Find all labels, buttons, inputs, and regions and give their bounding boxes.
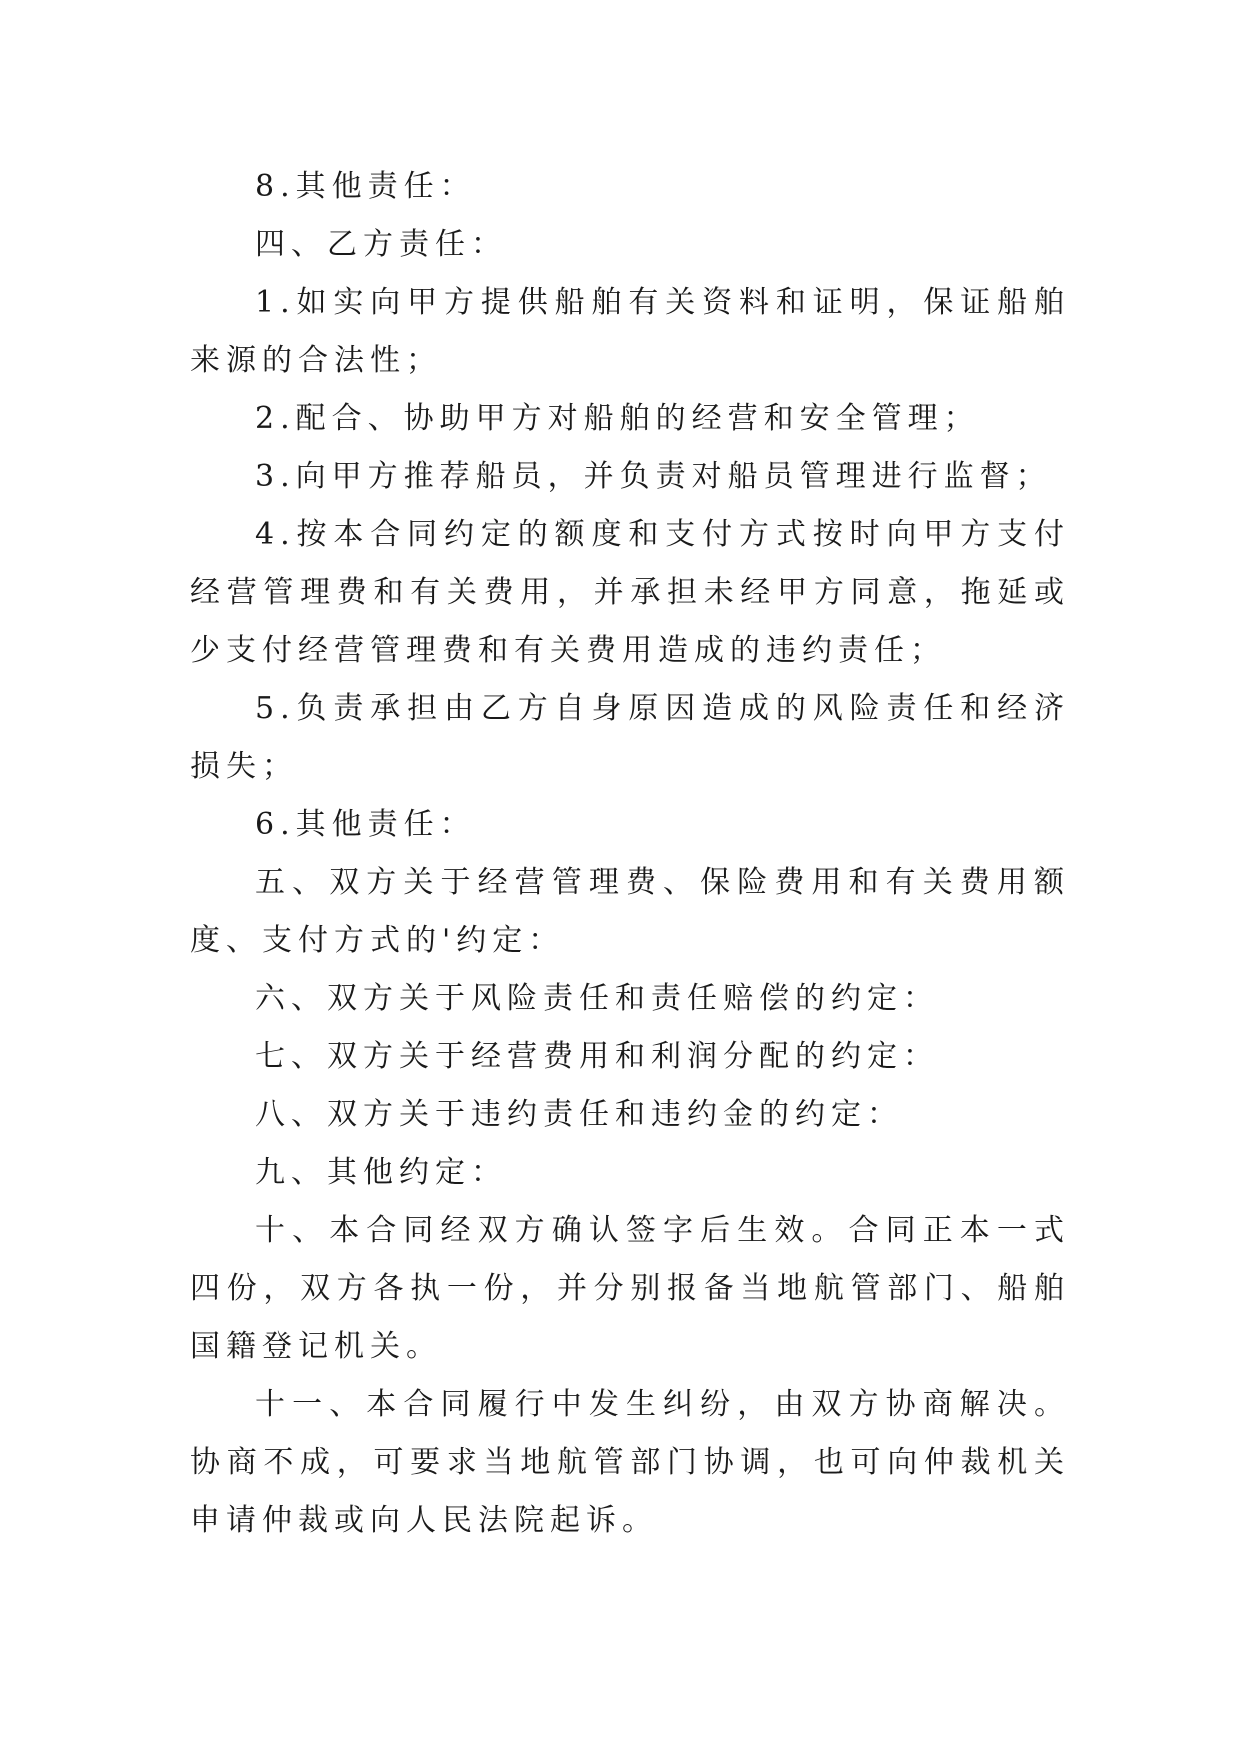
paragraph-b-duty-1: 1.如实向甲方提供船舶有关资料和证明，保证船舶来源的合法性； [190, 285, 1070, 378]
paragraph-b-duty-3: 3.向甲方推荐船员，并负责对船员管理进行监督； [255, 459, 1052, 494]
paragraph-b-duty-6: 6.其他责任： [255, 807, 476, 842]
heading-other-agreement: 九、其他约定： [255, 1155, 507, 1190]
heading-fees-agreement: 五、双方关于经营管理费、保险费用和有关费用额度、支付方式的'约定： [190, 865, 1070, 958]
paragraph-effectiveness: 十、本合同经双方确认签字后生效。合同正本一式四份，双方各执一份，并分别报备当地航管部门、船舶国籍登记机关。 [190, 1213, 1070, 1364]
heading-profit-agreement: 七、双方关于经营费用和利润分配的约定： [255, 1039, 939, 1074]
heading-risk-agreement: 六、双方关于风险责任和责任赔偿的约定： [255, 981, 939, 1016]
heading-party-b-duties: 四、乙方责任： [255, 227, 507, 262]
paragraph-b-duty-4: 4.按本合同约定的额度和支付方式按时向甲方支付经营管理费和有关费用，并承担未经甲方同意，拖延或少支付经营管理费和有关费用造成的违约责任； [190, 517, 1070, 668]
paragraph-other-duties-8: 8.其他责任： [255, 169, 476, 204]
paragraph-b-duty-2: 2.配合、协助甲方对船舶的经营和安全管理； [255, 401, 980, 436]
contract-body [190, 158, 1070, 1550]
paragraph-b-duty-5: 5.负责承担由乙方自身原因造成的风险责任和经济损失； [190, 691, 1070, 784]
heading-breach-agreement: 八、双方关于违约责任和违约金的约定： [255, 1097, 903, 1132]
paragraph-dispute-resolution: 十一、本合同履行中发生纠纷，由双方协商解决。协商不成，可要求当地航管部门协调，也可向仲裁机关申请仲裁或向人民法院起诉。 [190, 1387, 1070, 1538]
